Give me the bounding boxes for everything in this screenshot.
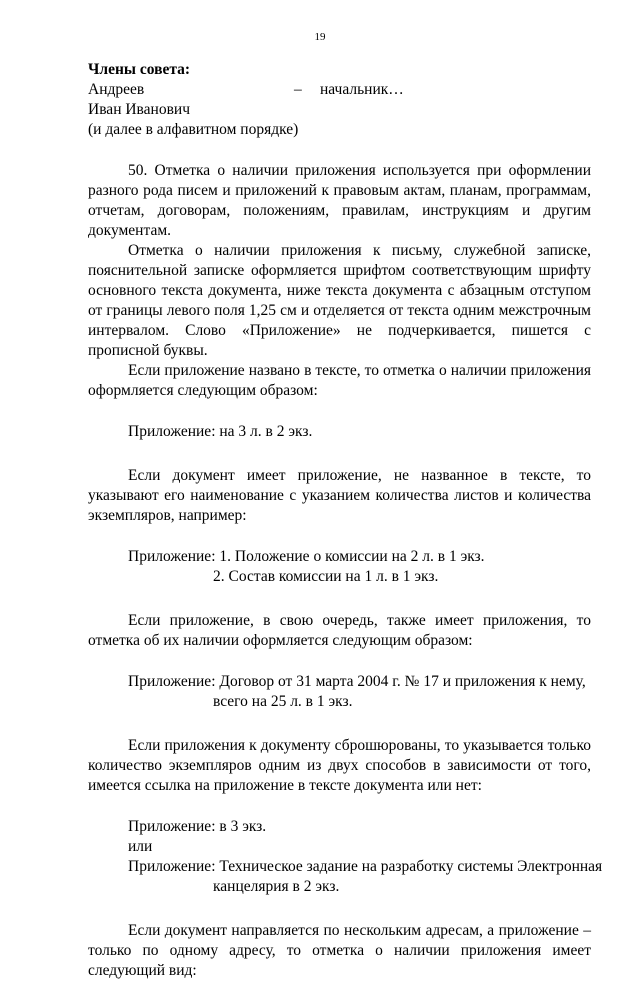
example-4-line-2: Приложение: Техническое задание на разработку системы Электронная (128, 858, 603, 875)
example-3-line-1: Приложение: Договор от 31 марта 2004 г. № 17 и приложения к нему, (128, 673, 586, 690)
example-4-line-1: Приложение: в 3 экз. (128, 818, 267, 835)
member-role: начальник… (320, 81, 404, 98)
member-note: (и далее в алфавитном порядке) (88, 121, 299, 138)
council-member-line (88, 80, 591, 100)
example-3-line-2: всего на 25 л. в 1 экз. (213, 693, 353, 710)
council-heading: Члены совета: (88, 61, 191, 78)
paragraph-bound: Если приложения к документу сброшюрованы, то указывается только количество экземпляров одним из двух способов в зависимости от того, имеется ссылка на приложение в тексте документа или нет: (88, 737, 591, 794)
example-1: Приложение: на 3 л. в 2 экз. (128, 423, 313, 440)
paragraph-unnamed: Если документ имеет приложение, не названное в тексте, то указывают его наименование с указанием количества листов и количества экземпляров, например: (88, 467, 591, 524)
member-surname: Андреев (88, 81, 145, 98)
member-given-name: Иван Иванович (88, 101, 190, 118)
example-4-or: или (128, 838, 153, 855)
paragraph-50: 50. Отметка о наличии приложения используется при оформлении разного рода писем и приложений к правовым актам, планам, программам, отчетам, договорам, положениям, правилам, инструкциям и другим документам. (88, 162, 591, 239)
example-2-line-2: 2. Состав комиссии на 1 л. в 1 экз. (213, 568, 439, 585)
example-2-line-1: Приложение: 1. Положение о комиссии на 2 л. в 1 экз. (128, 548, 485, 565)
page-number: 19 (314, 31, 326, 43)
member-dash: – (294, 81, 302, 98)
document-body (88, 60, 603, 981)
example-4-line-3: канцелярия в 2 экз. (213, 878, 340, 895)
paragraph-format: Отметка о наличии приложения к письму, служебной записке, пояснительной записке оформляется шрифтом соответствующим шрифту основного текста документа, ниже текста документа с абзацным отступом от границы левого поля 1,25 см и отделяется от текста одним межстрочным интервалом. Слово «Приложение» не подчеркивается, пишется с прописной буквы. (88, 242, 591, 359)
paragraph-multi: Если документ направляется по нескольким адресам, а приложение – только по одному адресу, то отметка о наличии приложения имеет следующий вид: (88, 922, 591, 979)
paragraph-named: Если приложение названо в тексте, то отметка о наличии приложения оформляется следующим образом: (88, 362, 591, 399)
paragraph-nested: Если приложение, в свою очередь, также имеет приложения, то отметка об их наличии оформляется следующим образом: (88, 612, 591, 649)
